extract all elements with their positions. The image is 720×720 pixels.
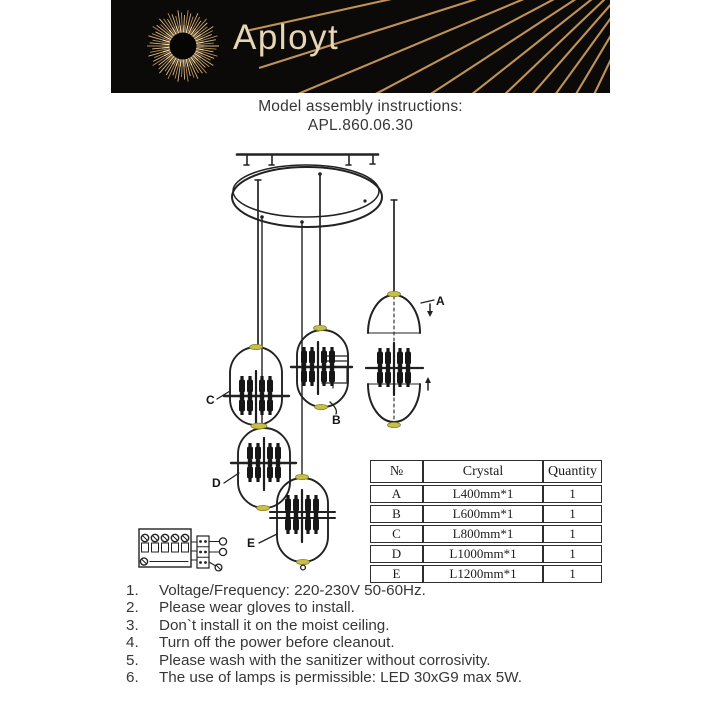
instruction-list <box>124 582 610 686</box>
sunburst-core <box>170 33 196 59</box>
title-line: Model assembly instructions: <box>258 98 463 115</box>
list-item: 1. Voltage/Frequency: 220-230V 50-60Hz. <box>126 582 426 599</box>
pendant-d-label: D <box>212 476 221 490</box>
connector-strip <box>197 536 209 568</box>
crystal-spec-table <box>370 458 602 585</box>
table-header-row <box>370 460 602 483</box>
list-item: 6. The use of lamps is permissible: LED 30xG9 max 5W. <box>126 669 522 687</box>
pendant-c-label: C <box>206 393 215 407</box>
table-row: C L800mm*1 1 <box>370 525 602 543</box>
table-row: B L600mm*1 1 <box>370 505 602 523</box>
header-quantity: Quantity <box>543 460 602 483</box>
pendant-a-label: A <box>436 294 445 308</box>
list-item: 2. Please wear gloves to install. <box>126 599 355 617</box>
header-no: № <box>370 460 423 483</box>
header-crystal: Crystal <box>423 460 543 483</box>
list-item: 3. Don`t install it on the moist ceiling. <box>126 616 390 634</box>
model-number: APL.860.06.30 <box>307 117 414 134</box>
table-row: D L1000mm*1 1 <box>370 545 602 563</box>
list-item: 4. Turn off the power before cleanout. <box>126 634 395 652</box>
banner-decoration <box>111 0 610 93</box>
terminal-block <box>139 529 227 571</box>
table-row: A L400mm*1 1 <box>370 485 602 503</box>
list-item: 5. Please wash with the sanitizer without corrosivity. <box>126 651 491 669</box>
page-title <box>111 97 610 135</box>
screw-terminals <box>141 534 188 552</box>
pendant-b-label: B <box>332 413 341 427</box>
table-row: E L1200mm*1 1 <box>370 565 602 583</box>
pendant-e-finial <box>301 565 306 570</box>
assembly-direction-arrows <box>425 304 433 390</box>
brand-wordmark: Aployt <box>233 18 340 57</box>
pendant-e-label: E <box>247 536 256 550</box>
pendant-b <box>291 330 352 407</box>
ceiling-mount-bar <box>237 155 378 166</box>
brand-banner <box>111 0 610 93</box>
ceiling-canopy <box>232 165 382 227</box>
